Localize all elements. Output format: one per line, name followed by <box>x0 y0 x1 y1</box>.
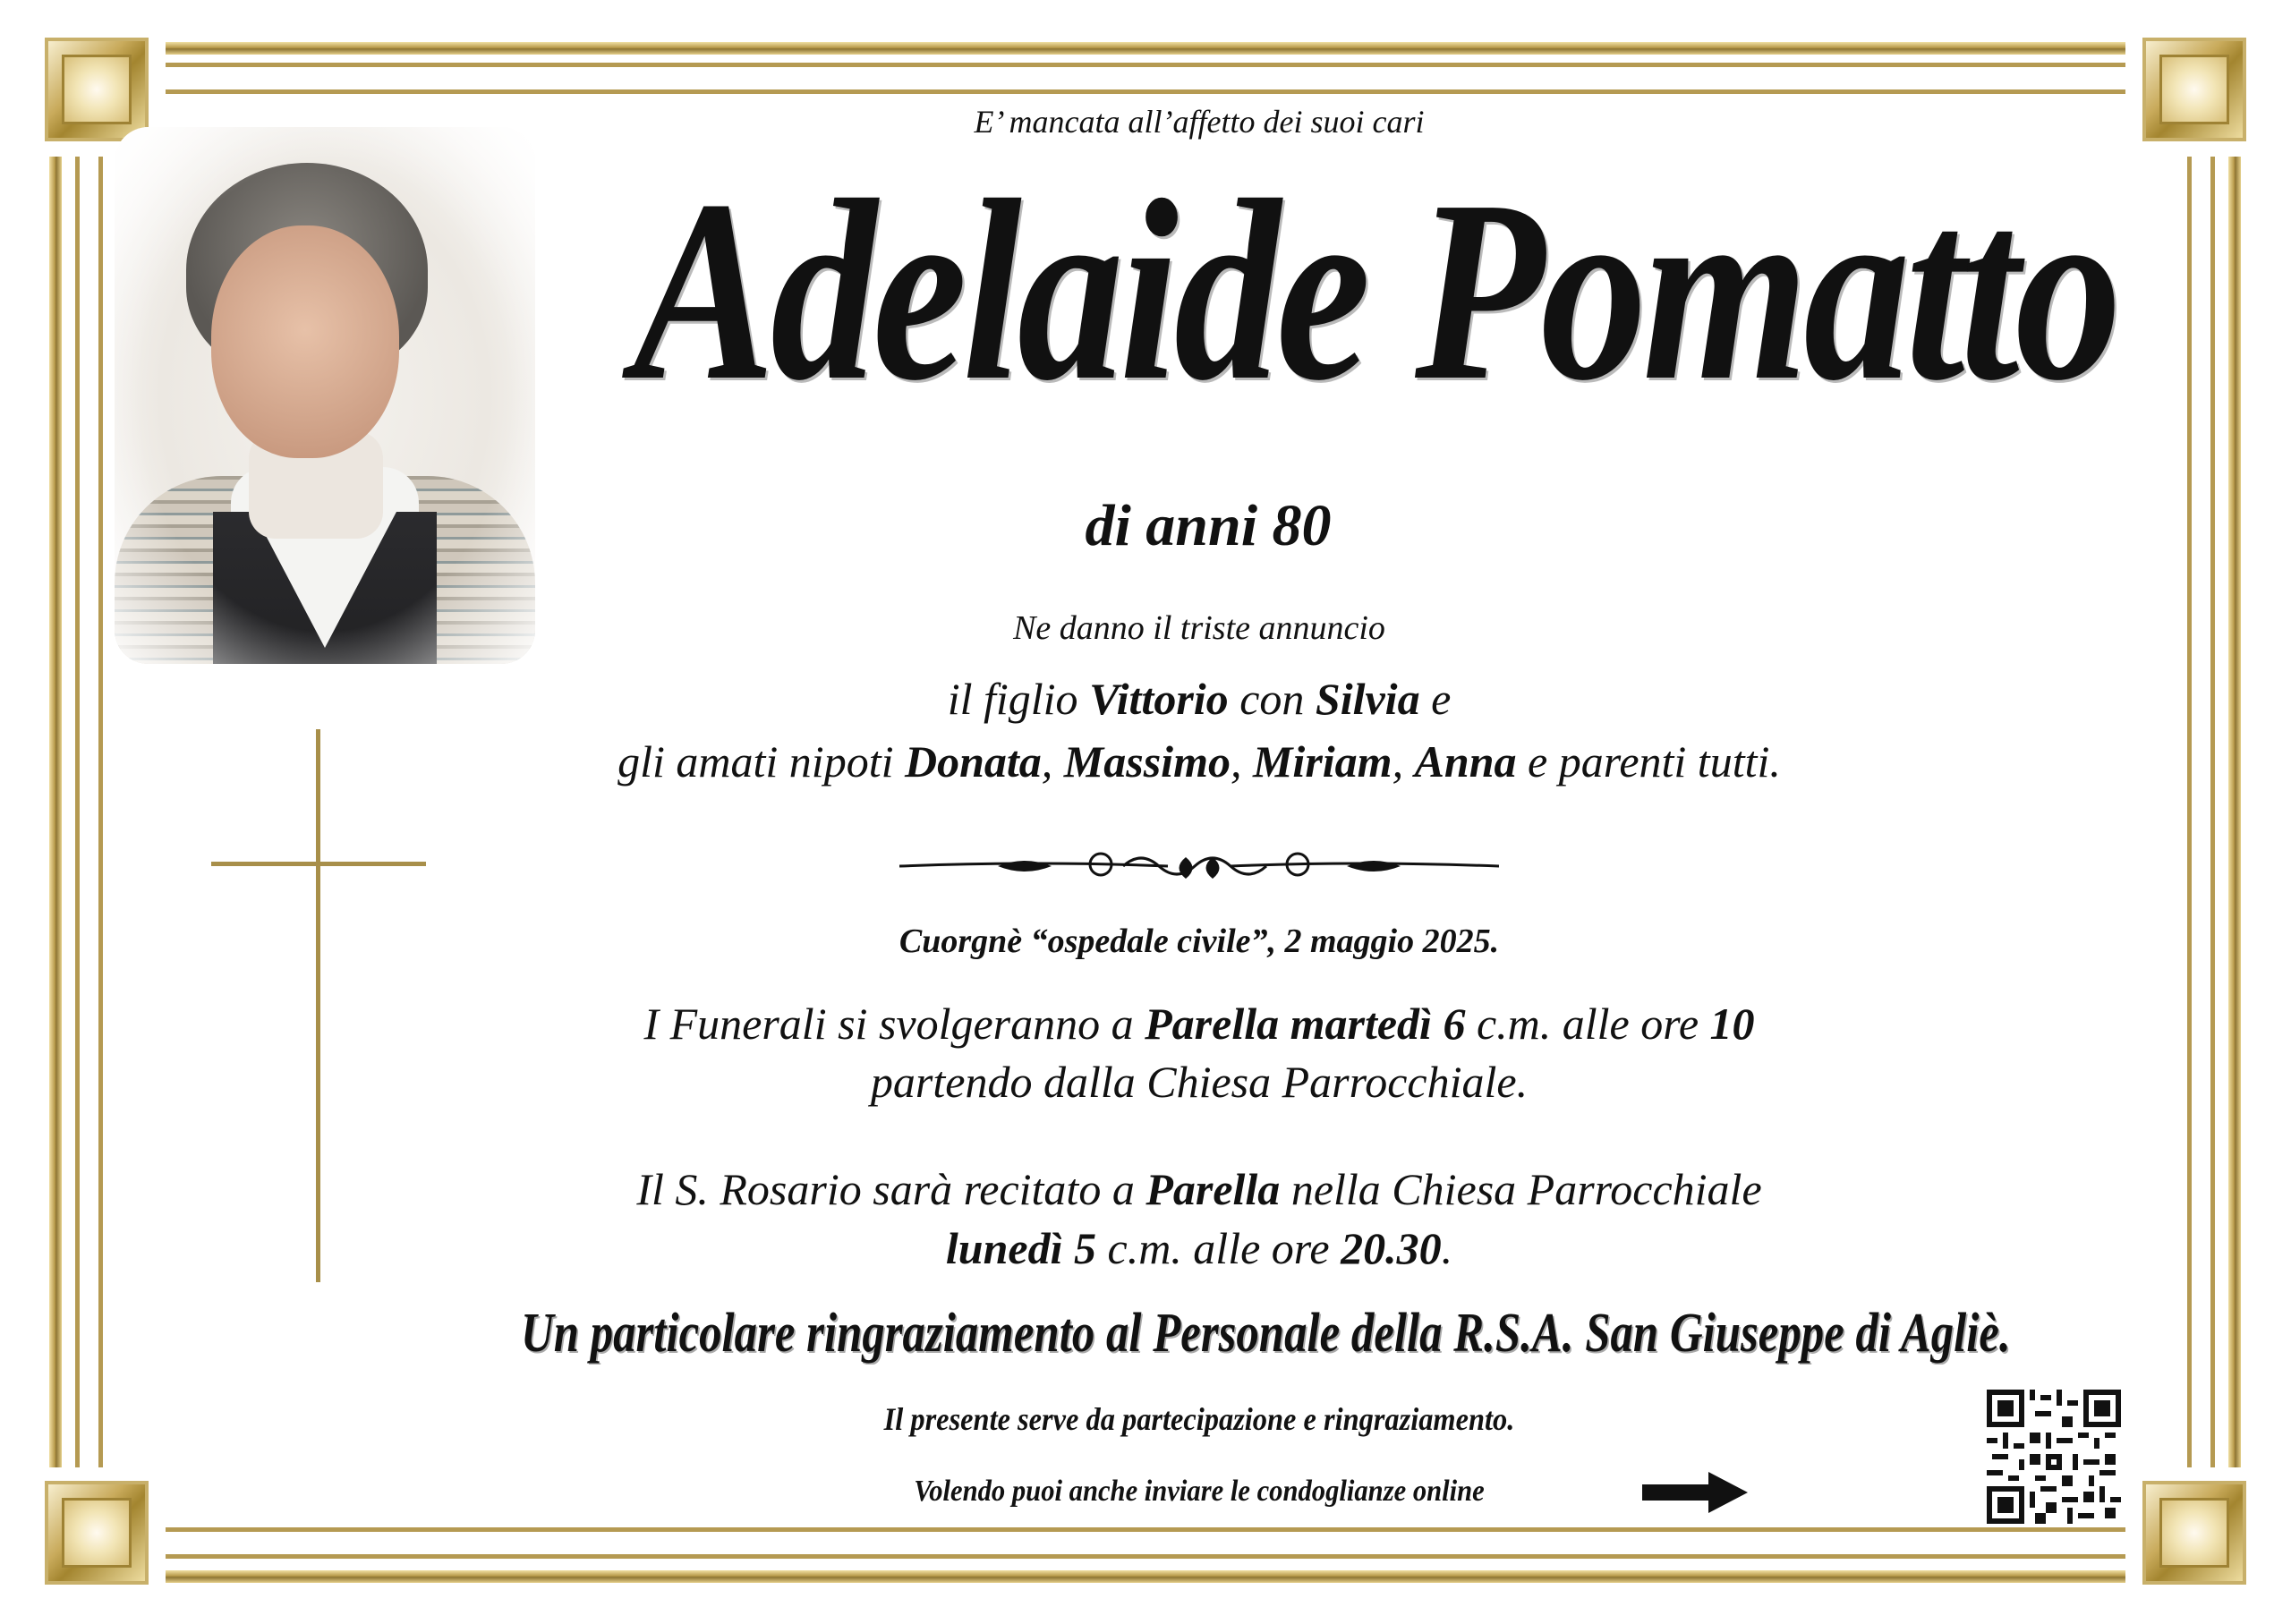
deceased-name: Adelaide Pomatto <box>633 147 2117 434</box>
rosary-text: Il S. Rosario sarà recitato a <box>636 1164 1146 1214</box>
frame-left-bar <box>49 157 62 1467</box>
frame-corner-bottom-right <box>2142 1481 2246 1585</box>
online-condolences-text: Volendo puoi anche inviare le condoglianze online <box>914 1475 1485 1508</box>
frame-corner-top-left <box>45 38 149 141</box>
place-date: Cuorgnè “ospedale civile”, 2 maggio 2025. <box>899 923 1500 960</box>
frame-left-line <box>75 157 80 1467</box>
intro-text: E’ mancata all’affetto dei suoi cari <box>974 104 1425 140</box>
rosary-text: c.m. alle ore <box>1096 1223 1341 1273</box>
participation-text: Il presente serve da partecipazione e ringraziamento. <box>883 1401 1515 1437</box>
family-line-1-text: con <box>1228 674 1316 724</box>
daughter-in-law-name: Silvia <box>1315 674 1420 724</box>
funeral-time: 10 <box>1709 999 1755 1049</box>
frame-right-line <box>2210 157 2215 1467</box>
family-line-2 <box>501 735 1897 787</box>
deceased-age: di anni 80 <box>1085 493 1332 558</box>
qr-code-icon[interactable] <box>1987 1390 2121 1524</box>
funeral-line-2: partendo dalla Chiesa Parrocchiale. <box>870 1057 1529 1107</box>
family-line-2-text: , <box>1230 736 1253 786</box>
funeral-place-day: Parella martedì 6 <box>1145 999 1466 1049</box>
frame-right-bar <box>2228 157 2241 1467</box>
family-line-1-text: il figlio <box>947 674 1090 724</box>
family-line-2-text: gli amati nipoti <box>617 736 905 786</box>
rosary-line-2 <box>501 1222 1897 1274</box>
son-name: Vittorio <box>1089 674 1229 724</box>
cross-horizontal <box>211 862 426 866</box>
frame-top-bar <box>166 42 2125 55</box>
family-line-2-text: e parenti tutti. <box>1516 736 1781 786</box>
funeral-text: c.m. alle ore <box>1465 999 1710 1049</box>
grandchild-name: Donata <box>904 736 1042 786</box>
frame-bottom-line <box>166 1554 2125 1559</box>
portrait-photo <box>115 127 535 664</box>
grandchild-name: Anna <box>1414 736 1517 786</box>
funeral-line-1 <box>501 998 1897 1050</box>
announcement-text: Ne danno il triste annuncio <box>1013 609 1385 647</box>
rosary-time: 20.30 <box>1341 1223 1442 1273</box>
right-arrow-icon <box>1642 1472 1748 1513</box>
frame-right-line-inner <box>2187 157 2192 1467</box>
photo-vignette <box>115 127 535 664</box>
family-line-2-text: , <box>1041 736 1064 786</box>
frame-left-line-inner <box>98 157 103 1467</box>
thanks-text: Un particolare ringraziamento al Personale della R.S.A. San Giuseppe di Agliè. <box>521 1303 2011 1364</box>
frame-top-line-inner <box>166 89 2125 94</box>
rosary-place: Parella <box>1146 1164 1281 1214</box>
frame-top-line <box>166 63 2125 67</box>
family-line-1-text: e <box>1419 674 1452 724</box>
frame-corner-top-right <box>2142 38 2246 141</box>
family-line-2-text: , <box>1392 736 1415 786</box>
rosary-line-1 <box>501 1163 1897 1215</box>
rosary-text: . <box>1441 1223 1453 1273</box>
flourish-divider-icon <box>899 848 1499 884</box>
frame-corner-bottom-left <box>45 1481 149 1585</box>
frame-bottom-line-inner <box>166 1527 2125 1532</box>
grandchild-name: Miriam <box>1252 736 1392 786</box>
funeral-text: I Funerali si svolgeranno a <box>643 999 1146 1049</box>
rosary-day: lunedì 5 <box>945 1223 1096 1273</box>
rosary-text: nella Chiesa Parrocchiale <box>1280 1164 1762 1214</box>
frame-bottom-bar <box>166 1570 2125 1583</box>
grandchild-name: Massimo <box>1063 736 1231 786</box>
cross-vertical <box>316 729 320 1282</box>
family-line-1 <box>626 673 1772 725</box>
